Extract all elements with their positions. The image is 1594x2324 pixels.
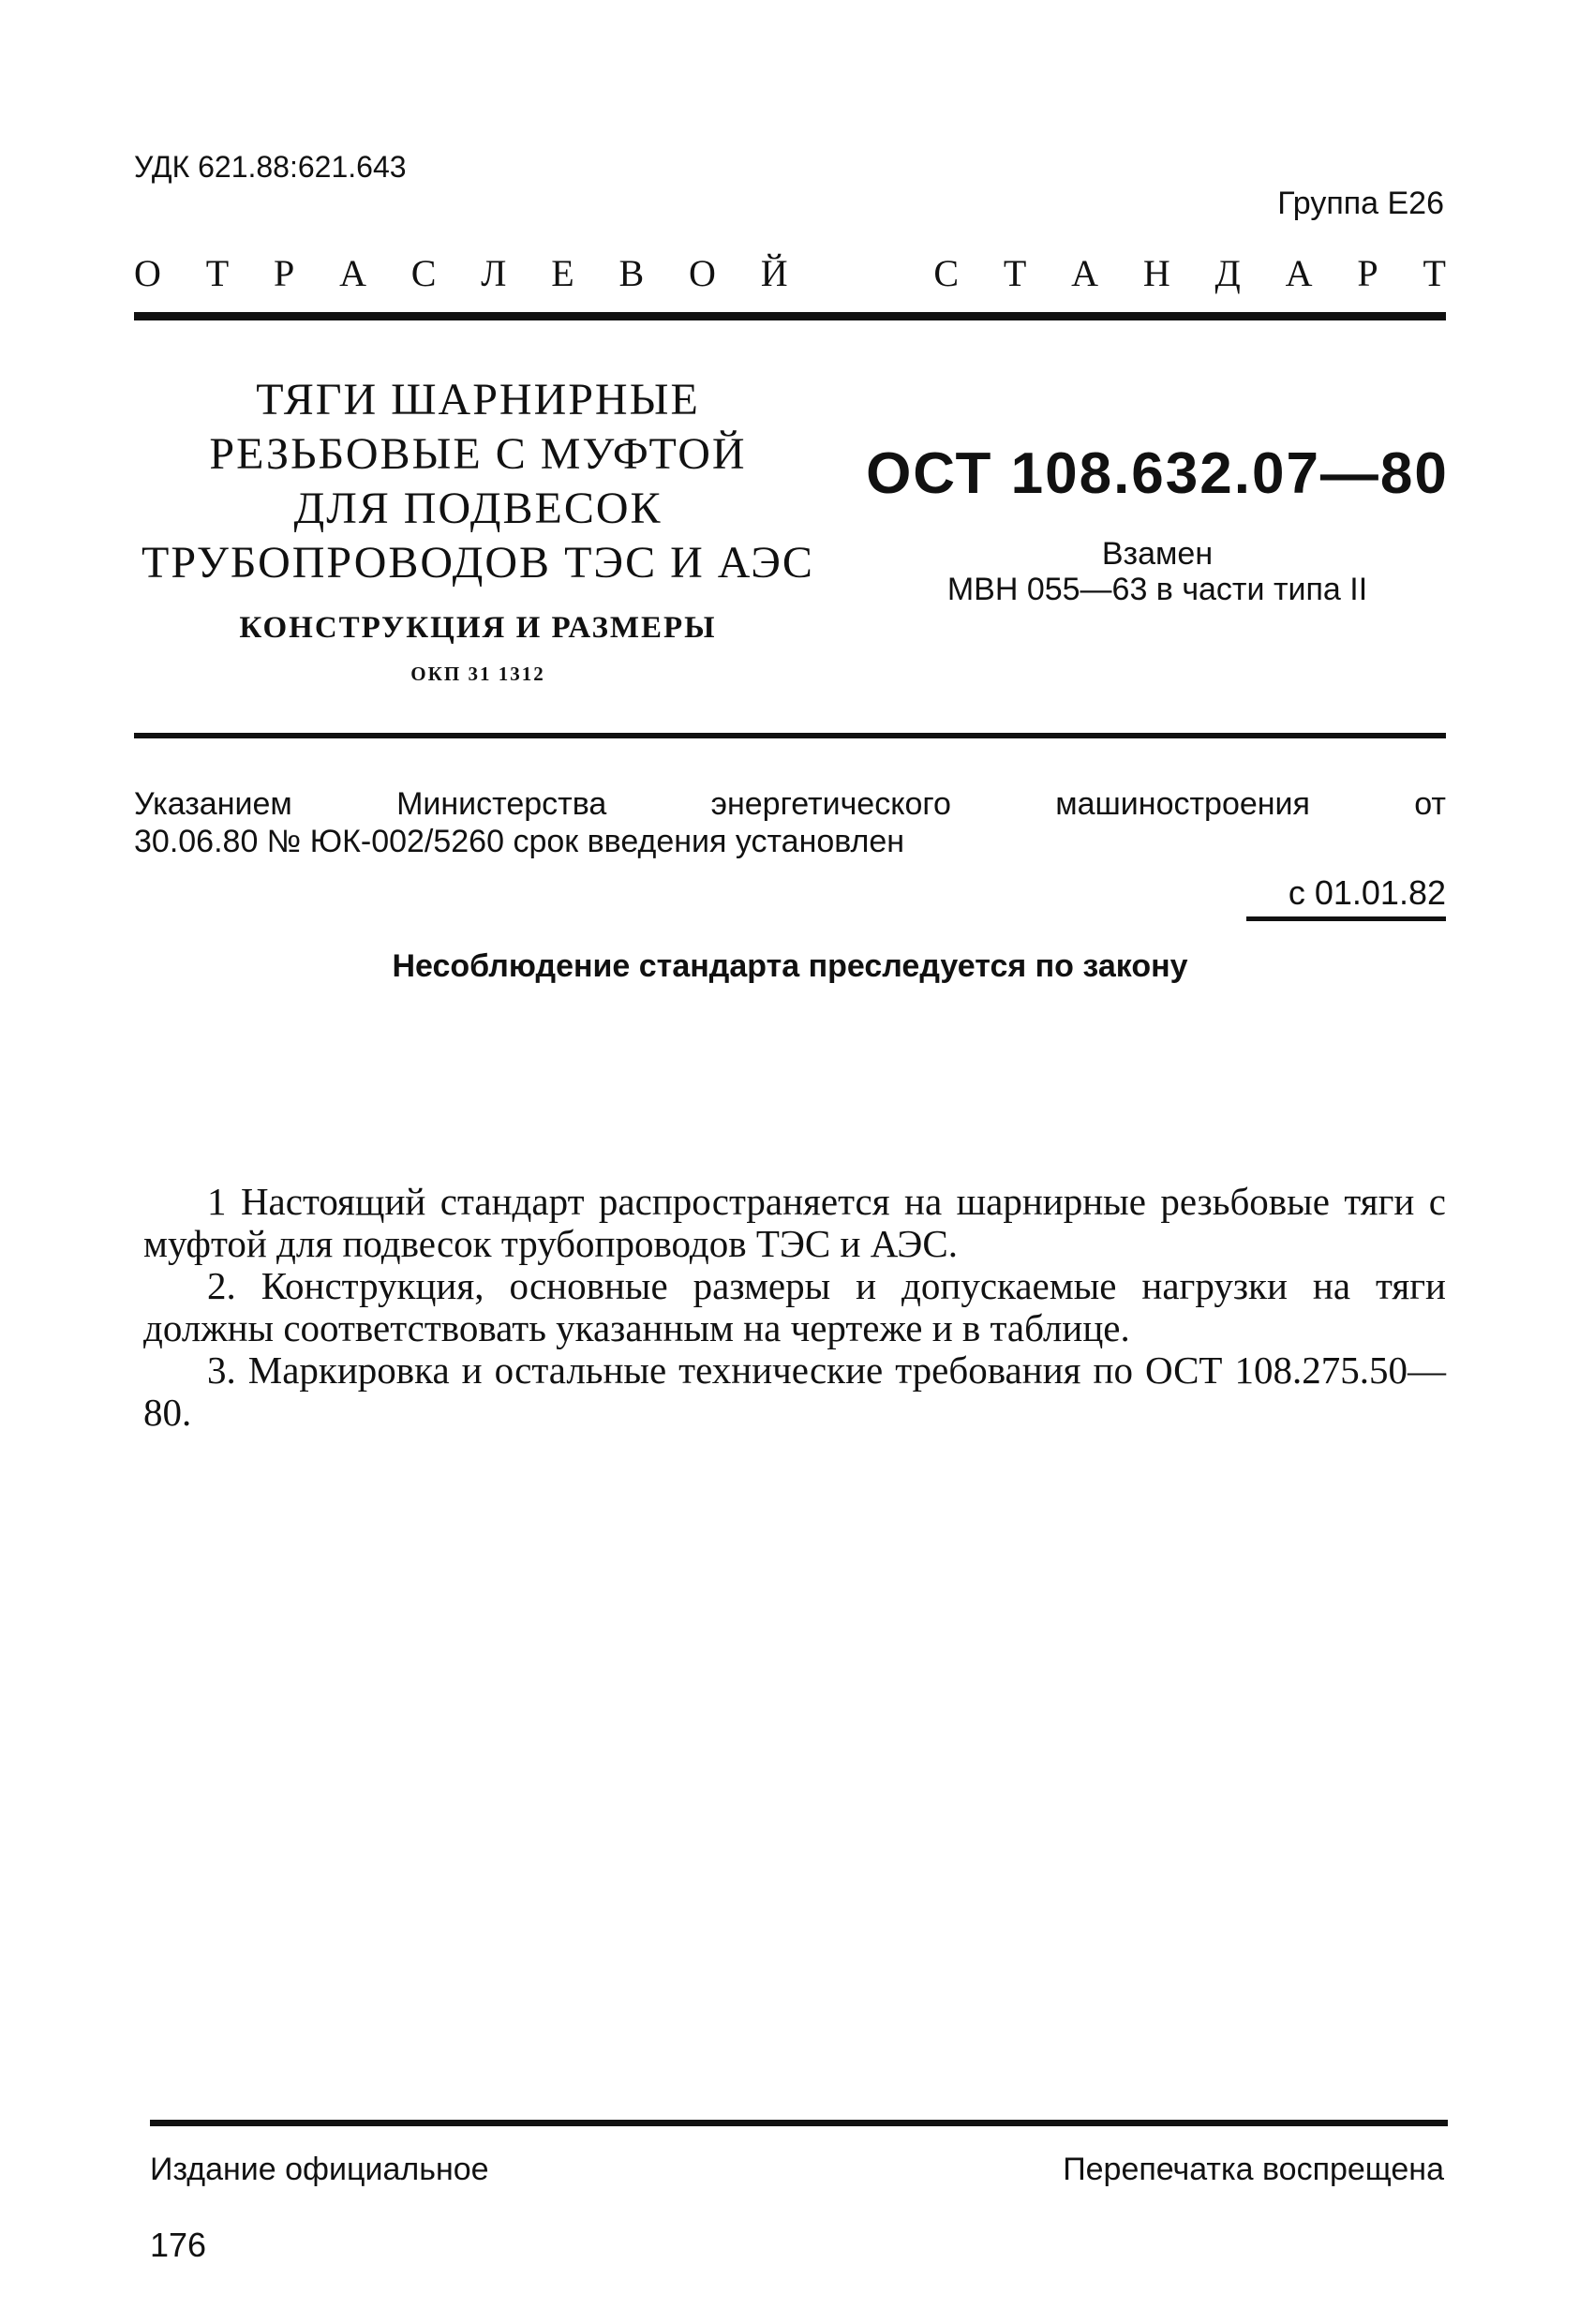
okp-code: ОКП 31 1312 xyxy=(410,663,545,685)
replace-label: Взамен xyxy=(1101,536,1214,572)
footer-rule xyxy=(150,2120,1448,2126)
banner-letter: Н xyxy=(1142,252,1170,294)
intro-paragraph xyxy=(134,785,1446,860)
page-number: 176 xyxy=(150,2226,207,2264)
legal-notice: Несоблюдение стандарта преследуется по закону xyxy=(392,948,1188,984)
banner-letter: А xyxy=(339,252,366,294)
banner-letter: С xyxy=(410,252,437,294)
intro-line: 30.06.80 № ЮК-002/5260 срок введения установлен xyxy=(134,824,905,859)
title-line: РЕЗЬБОВЫЕ С МУФТОЙ xyxy=(209,429,747,479)
group-code: Группа Е26 xyxy=(1277,186,1444,221)
subtitle: КОНСТРУКЦИЯ И РАЗМЕРЫ xyxy=(239,611,717,645)
banner-letter: Е xyxy=(551,252,574,294)
banner-letter: О xyxy=(689,252,716,294)
banner-letter: Р xyxy=(273,252,295,294)
body-paragraph: 3. Маркировка и остальные технические требования по ОСТ 108.275.50—80. xyxy=(143,1348,1446,1434)
body-paragraph: 1 Настоящий стандарт распространяется на шарнирные резьбовые тяги с муфтой для подвесок трубопроводов ТЭС и АЭС. xyxy=(143,1180,1446,1265)
banner-letter: Т xyxy=(1423,252,1446,294)
body-text xyxy=(143,1181,1446,1434)
body-paragraph: 2. Конструкция, основные размеры и допускаемые нагрузки на тяги должны соответствовать указанным на чертеже и в таблице. xyxy=(143,1264,1446,1349)
reprint-note: Перепечатка воспрещена xyxy=(1063,2152,1444,2187)
banner-letter: В xyxy=(618,252,645,294)
edition-note: Издание официальное xyxy=(150,2152,489,2187)
replacement-note xyxy=(848,536,1467,607)
banner-letter: А xyxy=(1071,252,1098,294)
header-rule xyxy=(134,312,1446,320)
standard-designation: ОСТ 108.632.07—80 xyxy=(866,441,1449,506)
banner-letter: Т xyxy=(205,252,230,294)
date-underline xyxy=(1246,916,1446,921)
udk-code: УДК 621.88:621.643 xyxy=(134,150,407,184)
banner-letter: О xyxy=(134,252,161,294)
banner-letter: А xyxy=(1285,252,1313,294)
title-line: ДЛЯ ПОДВЕСОК xyxy=(293,484,663,533)
banner-letter: Л xyxy=(481,252,507,294)
title-line: ТЯГИ ШАРНИРНЫЕ xyxy=(256,375,700,425)
title-line: ТРУБОПРОВОДОВ ТЭС И АЭС xyxy=(142,538,814,588)
standard-banner xyxy=(134,251,1446,295)
title-bottom-rule xyxy=(134,733,1446,738)
banner-letter: Д xyxy=(1214,252,1241,294)
banner-gap xyxy=(832,251,888,295)
banner-letter: Т xyxy=(1003,252,1027,294)
replace-text: МВН 055—63 в части типа II xyxy=(946,572,1368,607)
intro-line: Указанием Министерства энергетического машиностроения от xyxy=(134,786,1446,822)
effective-date: с 01.01.82 xyxy=(1288,873,1446,912)
title-block xyxy=(141,373,815,686)
banner-letter: С xyxy=(933,252,959,294)
banner-letter: Й xyxy=(760,252,788,294)
banner-letter: Р xyxy=(1357,252,1378,294)
